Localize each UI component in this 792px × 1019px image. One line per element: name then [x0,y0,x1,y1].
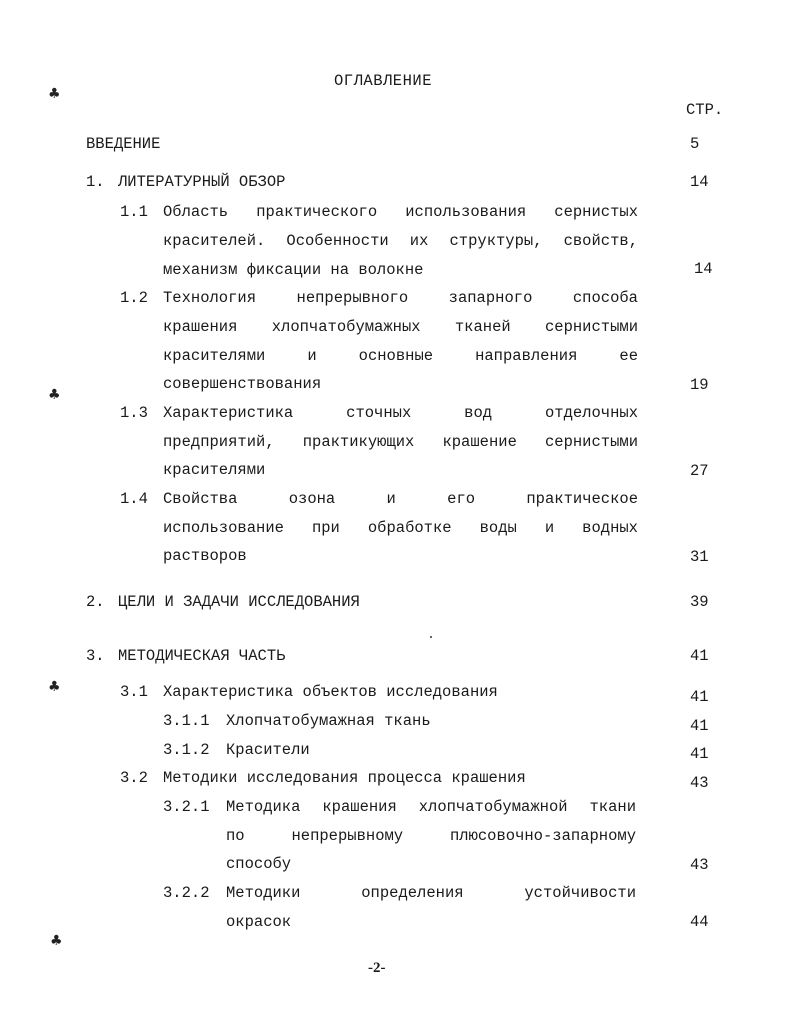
toc-entry-title-line: ЦЕЛИ И ЗАДАЧИ ИССЛЕДОВАНИЯ [118,593,360,611]
toc-entry-number: 3.1.1 [163,712,210,730]
toc-entry-number: 2. [86,593,105,611]
toc-entry-number: 3.2.2 [163,884,210,902]
toc-entry-page-number: 39 [690,593,709,611]
toc-entry-title-line: Технология непрерывного запарного способа [163,289,638,307]
toc-entry-title-line: ВВЕДЕНИЕ [86,135,161,153]
binder-hole-mark: ♣ [48,86,61,102]
toc-entry-number: 3.1 [120,683,148,701]
binder-hole-mark: ♣ [50,933,63,949]
toc-entry-title-line: красителями [163,461,266,479]
toc-entry-number: 3.2.1 [163,798,210,816]
toc-entry-title-line: Методики определения устойчивости [226,884,636,902]
toc-entry-title-line: предприятий, практикующих крашение сернистыми [163,433,638,451]
toc-entry-title-line: Хлопчатобумажная ткань [226,712,431,730]
toc-entry-title-line: Красители [226,741,310,759]
page-title: ОГЛАВЛЕНИЕ [334,72,433,90]
toc-entry-page-number: 14 [690,173,709,191]
toc-entry-number: 3.2 [120,769,148,787]
toc-entry-number: 1.4 [120,490,148,508]
toc-entry-title-line: использование при обработке воды и водных [163,519,638,537]
toc-entry-page-number: 31 [690,548,709,566]
toc-entry-title-line: способу [226,855,292,873]
page-number-footer: -2- [368,960,386,976]
toc-entry-number: 3.1.2 [163,741,210,759]
toc-entry-title-line: Характеристика объектов исследования [163,683,498,701]
toc-entry-page-number: 43 [690,774,709,792]
toc-entry-page-number: 41 [690,647,709,665]
scan-speck [430,636,432,638]
page-column-label: СТР. [686,101,724,119]
toc-entry-title-line: Методики исследования процесса крашения [163,769,526,787]
toc-entry-title-line: механизм фиксации на волокне [163,261,424,279]
toc-entry-title-line: красителей. Особенности их структуры, свойств, [163,232,638,250]
toc-entry-page-number: 41 [690,745,709,763]
binder-hole-mark: ♣ [48,679,61,695]
toc-entry-title-line: крашения хлопчатобумажных тканей сернистыми [163,318,638,336]
toc-entry-title-line: красителями и основные направления ее [163,347,638,365]
toc-entry-number: 1.1 [120,203,148,221]
toc-entry-title-line: окрасок [226,913,292,931]
toc-entry-number: 3. [86,647,105,665]
toc-entry-title-line: ЛИТЕРАТУРНЫЙ ОБЗОР [118,173,286,191]
toc-entry-title-line: Область практического использования сернистых [163,203,638,221]
toc-entry-page-number: 41 [690,688,709,706]
toc-entry-number: 1.3 [120,404,148,422]
toc-entry-page-number: 43 [690,856,709,874]
toc-entry-number: 1. [86,173,105,191]
toc-entry-title-line: МЕТОДИЧЕСКАЯ ЧАСТЬ [118,647,286,665]
toc-entry-page-number: 41 [690,717,709,735]
toc-entry-title-line: растворов [163,547,247,565]
toc-entry-page-number: 5 [690,135,700,153]
toc-entry-page-number: 27 [690,462,709,480]
toc-entry-title-line: Свойства озона и его практическое [163,490,638,508]
toc-entry-title-line: Методика крашения хлопчатобумажной ткани [226,798,636,816]
toc-entry-page-number: 14 [694,260,713,278]
toc-entry-number: 1.2 [120,289,148,307]
toc-entry-title-line: Характеристика сточных вод отделочных [163,404,638,422]
toc-entry-title-line: по непрерывному плюсовочно-запарному [226,827,636,845]
toc-entry-title-line: совершенствования [163,375,322,393]
binder-hole-mark: ♣ [48,387,61,403]
toc-entry-page-number: 19 [690,376,709,394]
toc-entry-page-number: 44 [690,913,709,931]
